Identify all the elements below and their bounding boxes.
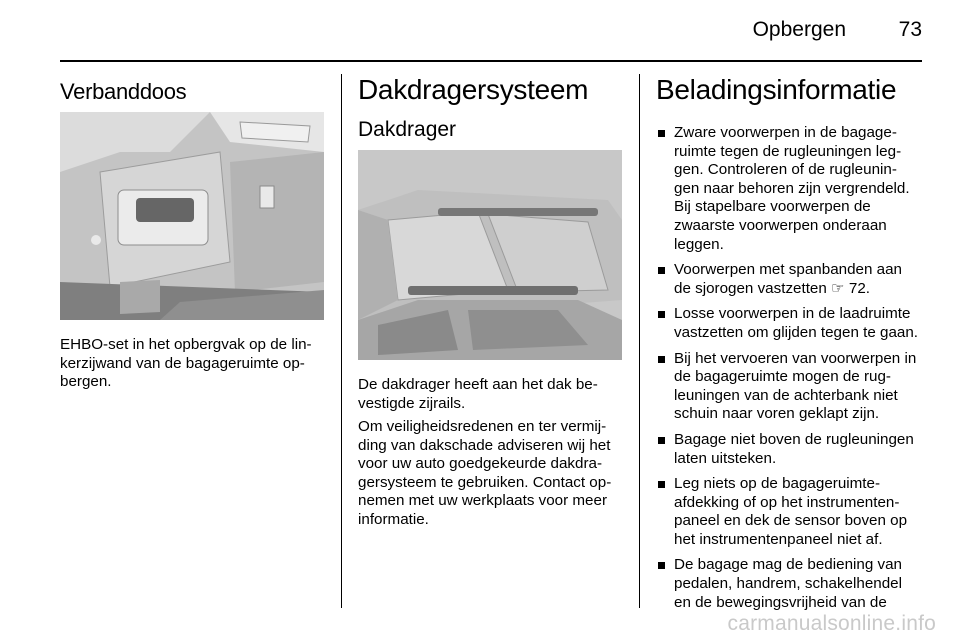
page-number: 73 bbox=[898, 18, 922, 41]
list-item: Bagage niet boven de rugleuningen laten uitsteken. bbox=[656, 431, 922, 468]
header-rule bbox=[60, 60, 922, 62]
loading-tips-list bbox=[656, 124, 922, 619]
list-item: Bij het vervoeren van voorwerpen in de bagageruimte mogen de rug-leuningen van de achterbank niet schuin naar voren geklapt zijn. bbox=[656, 350, 922, 424]
first-aid-photo bbox=[60, 112, 324, 320]
list-item: Voorwerpen met spanbanden aan de sjorogen vastzetten ☞ 72. bbox=[656, 261, 922, 298]
bullet-square-icon bbox=[658, 356, 665, 363]
section-heading: Dakdragersysteem bbox=[358, 74, 589, 105]
column-divider bbox=[341, 74, 342, 608]
column-roof-rack bbox=[358, 70, 624, 528]
column-first-aid bbox=[60, 70, 326, 390]
column-loading-info bbox=[656, 70, 922, 611]
column-divider bbox=[639, 74, 640, 608]
bullet-square-icon bbox=[658, 562, 665, 569]
list-item: Leg niets op de bagageruimte-afdekking of op het instrumenten-paneel en dek de sensor boven op het instrumentenpaneel niet af. bbox=[656, 475, 922, 549]
list-item: Losse voorwerpen in de laadruimte vastzetten om glijden tegen te gaan. bbox=[656, 305, 922, 342]
bullet-square-icon bbox=[658, 267, 665, 274]
list-item: De bagage mag de bediening van pedalen, handrem, schakelhendel en de bewegingsvrijheid van de bbox=[656, 556, 922, 612]
bullet-square-icon bbox=[658, 130, 665, 137]
bullet-square-icon bbox=[658, 311, 665, 318]
section-heading: Verbanddoos bbox=[60, 79, 187, 104]
list-item: Zware voorwerpen in de bagage-ruimte tegen de rugleuningen leg-gen. Controleren of de rugleunin-gen naar behoren zijn vergrendeld. Bij stapelbare voorwerpen de zwaarste voorwerpen onderaan leggen. bbox=[656, 124, 922, 254]
bullet-square-icon bbox=[658, 481, 665, 488]
roof-rack-intro: De dakdrager heeft aan het dak be-vestigde zijrails. bbox=[358, 376, 598, 412]
running-title: Opbergen bbox=[752, 18, 846, 41]
section-heading: Beladingsinformatie bbox=[656, 74, 897, 105]
photo-caption: EHBO-set in het opbergvak op de lin-kerzijwand van de bagageruimte op-bergen. bbox=[60, 336, 312, 390]
roof-rack-photo bbox=[358, 150, 622, 360]
roof-rack-advice: Om veiligheidsredenen en ter vermij-ding van dakschade adviseren wij het voor uw auto goedgekeurde dakdra-gersysteem te gebruiken. Contact op-nemen met uw werkplaats voor meer informatie. bbox=[358, 418, 612, 528]
watermark: carmanualsonline.info bbox=[727, 612, 936, 635]
subsection-heading: Dakdrager bbox=[358, 118, 457, 141]
bullet-square-icon bbox=[658, 437, 665, 444]
page-header bbox=[60, 0, 922, 64]
